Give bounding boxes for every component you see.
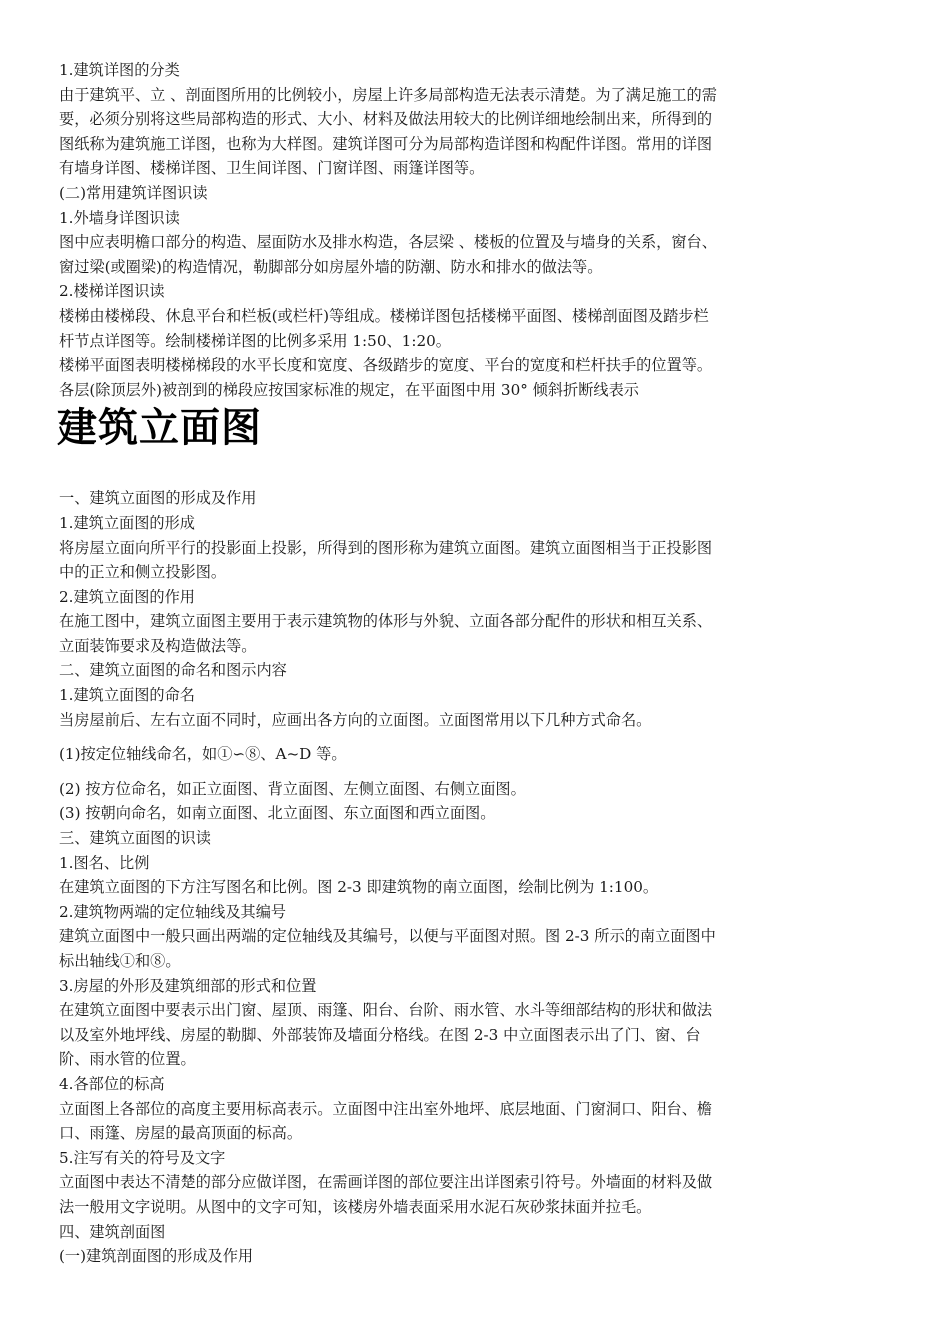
text-line: 1.图名、比例	[59, 853, 150, 872]
text-line: 图中应表明檐口部分的构造、屋面防水及排水构造，各层梁 、楼板的位置及与墙身的关系，窗台、	[59, 233, 717, 252]
text-line: (一)建筑剖面图的形成及作用	[59, 1247, 254, 1266]
text-line: 口、雨篷、房屋的最高顶面的标高。	[59, 1124, 302, 1143]
text-line: 立面图中表达不清楚的部分应做详图，在需画详图的部位要注出详图索引符号。外墙面的材料及做	[59, 1173, 713, 1192]
text-line: 三、建筑立面图的识读	[59, 829, 211, 848]
text-line: 1.建筑立面图的命名	[59, 686, 195, 705]
text-line: 四、建筑剖面图	[59, 1222, 166, 1241]
text-line: 由于建筑平、立 、剖面图所用的比例较小，房屋上许多局部构造无法表示清楚。为了满足施工的需	[59, 85, 717, 104]
text-line: 图纸称为建筑施工详图，也称为大样图。建筑详图可分为局部构造详图和构配件详图。常用的详图	[59, 134, 713, 153]
text-line: 二、建筑立面图的命名和图示内容	[59, 661, 287, 680]
text-line: 2.建筑物两端的定位轴线及其编号	[59, 902, 287, 921]
document-page	[59, 58, 891, 1269]
text-line: 要，必须分别将这些局部构造的形式、大小、材料及做法用较大的比例详细地绘制出来，所得到的	[59, 110, 713, 129]
section-heading: 建筑立面图	[57, 405, 262, 452]
text-line: 在施工图中，建筑立面图主要用于表示建筑物的体形与外貌、立面各部分配件的形状和相互关系、	[59, 612, 713, 631]
text-line: 杆节点详图等。绘制楼梯详图的比例多采用 1:50、1:20。	[59, 331, 451, 350]
text-line: 1.建筑立面图的形成	[59, 513, 195, 532]
text-line: 4.各部位的标高	[59, 1074, 165, 1093]
text-line: (3) 按朝向命名，如南立面图、北立面图、东立面图和西立面图。	[59, 804, 496, 823]
text-line: 1.外墙身详图识读	[59, 208, 180, 227]
text-line: 有墙身详图、楼梯详图、卫生间详图、门窗详图、雨篷详图等。	[59, 159, 485, 178]
spacer	[59, 732, 891, 742]
text-line: 立面装饰要求及构造做法等。	[59, 636, 257, 655]
text-line: 5.注写有关的符号及文字	[59, 1148, 226, 1167]
text-line: (二)常用建筑详图识读	[59, 183, 208, 202]
text-line: 当房屋前后、左右立面不同时，应画出各方向的立面图。立面图常用以下几种方式命名。	[59, 710, 652, 729]
text-line: (2) 按方位命名，如正立面图、背立面图、左侧立面图、右侧立面图。	[59, 779, 526, 798]
text-line: 建筑立面图中一般只画出两端的定位轴线及其编号，以便与平面图对照。图 2-3 所示的南立面图中	[59, 927, 716, 946]
text-line: 各层(除顶层外)被剖到的梯段应按国家标准的规定，在平面图中用 30° 倾斜折断线表示	[59, 380, 639, 399]
spacer	[59, 767, 891, 777]
text-line: 2.建筑立面图的作用	[59, 587, 195, 606]
text-line: 标出轴线①和⑧。	[59, 952, 181, 970]
text-line: 法一般用文字说明。从图中的文字可知，该楼房外墙表面采用水泥石灰砂浆抹面并拉毛。	[59, 1197, 652, 1216]
elevation-section	[59, 486, 891, 1268]
text-line: 窗过梁(或圈梁)的构造情况，勒脚部分如房屋外墙的防潮、防水和排水的做法等。	[59, 257, 603, 276]
text-line: 在建筑立面图中要表示出门窗、屋顶、雨篷、阳台、台阶、雨水管、水斗等细部结构的形状和做法	[59, 1001, 713, 1020]
text-line: 将房屋立面向所平行的投影面上投影，所得到的图形称为建筑立面图。建筑立面图相当于正投影图	[59, 538, 713, 557]
text-line: 中的正立和侧立投影图。	[59, 563, 227, 582]
text-line: 3.房屋的外形及建筑细部的形式和位置	[59, 976, 317, 995]
text-line: 1.建筑详图的分类	[59, 61, 180, 79]
text-line: 以及室外地坪线、房屋的勒脚、外部装饰及墙面分格线。在图 2-3 中立面图表示出了门、窗、台	[59, 1025, 701, 1044]
text-line: 立面图上各部位的高度主要用标高表示。立面图中注出室外地坪、底层地面、门窗洞口、阳台、檐	[59, 1099, 713, 1118]
text-line: 一、建筑立面图的形成及作用	[59, 489, 257, 508]
naming-by-axis-line: (1)按定位轴线命名，如①∽⑧、A~D 等。	[59, 745, 347, 764]
top-section	[59, 58, 891, 402]
text-line: 阶、雨水管的位置。	[59, 1050, 196, 1069]
text-line: 楼梯由楼梯段、休息平台和栏板(或栏杆)等组成。楼梯详图包括楼梯平面图、楼梯剖面图及踏步栏	[59, 306, 709, 325]
text-line: 2.楼梯详图识读	[59, 282, 165, 301]
text-line: 在建筑立面图的下方注写图名和比例。图 2-3 即建筑物的南立面图，绘制比例为 1:100。	[59, 878, 659, 897]
text-line: 楼梯平面图表明楼梯梯段的水平长度和宽度、各级踏步的宽度、平台的宽度和栏杆扶手的位置等。	[59, 356, 713, 375]
